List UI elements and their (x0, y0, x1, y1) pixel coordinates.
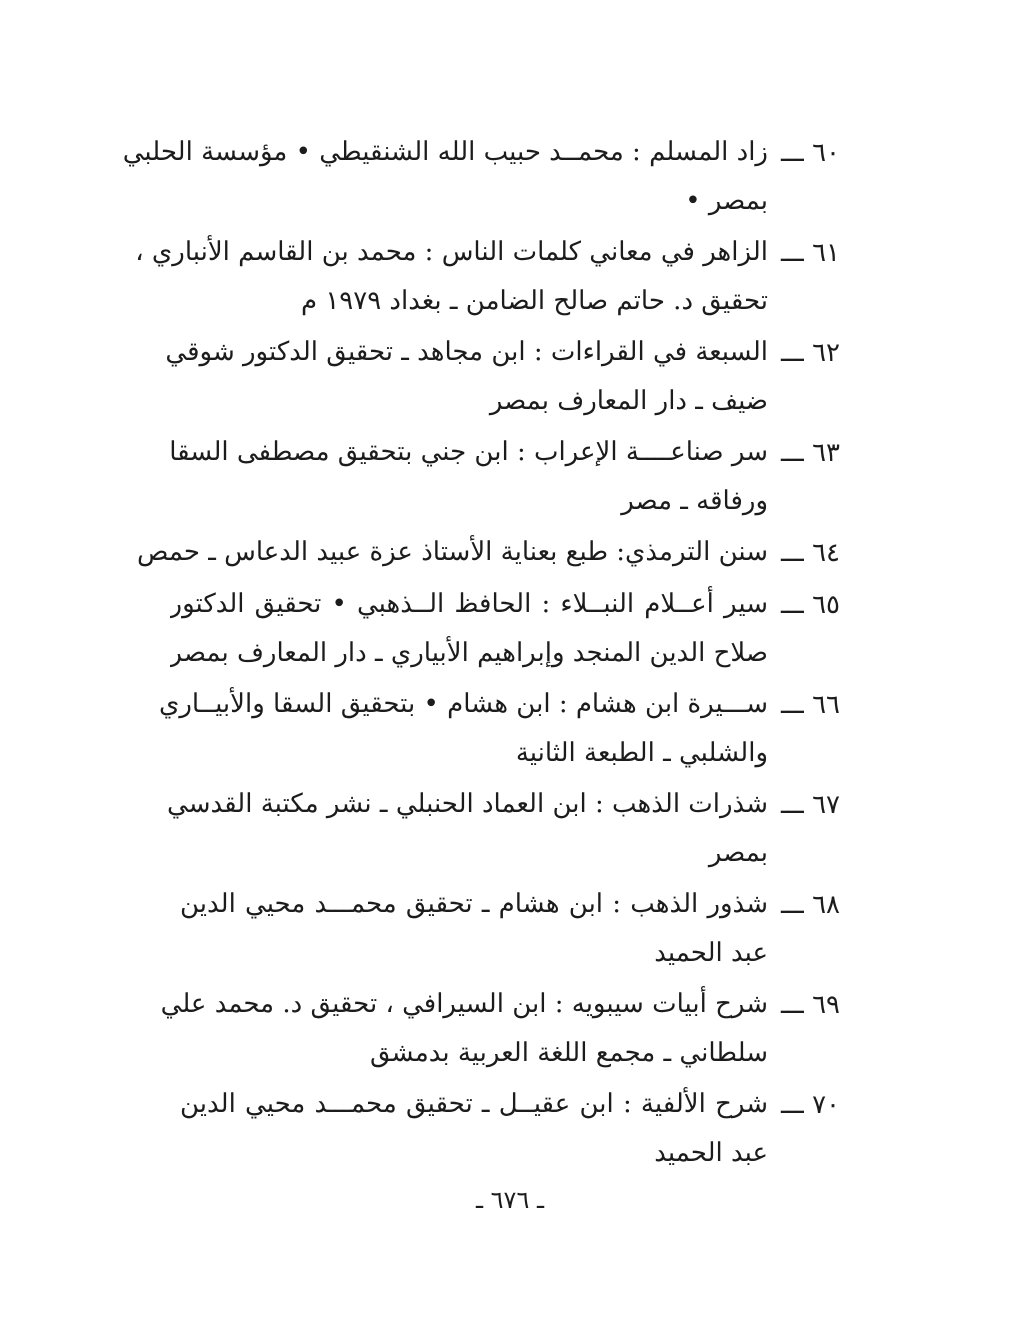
bibliography-entry (169, 428, 840, 526)
entry-number: ٦٦ ـــ (780, 690, 840, 720)
entry-text (170, 580, 768, 678)
entry-number: ٦٣ ـــ (780, 438, 840, 468)
page-number: ـ ٦٧٦ ـ (475, 1186, 544, 1214)
bibliography-entry (180, 880, 840, 978)
entry-line: صلاح الدين المنجد وإبراهيم الأبياري ـ دار المعارف بمصر (169, 638, 768, 668)
entry-line: شذور الذهب : ابن هشام ـ تحقيق محمـــد محيي الدين (180, 889, 768, 919)
entry-text (180, 1080, 768, 1178)
entry-line: والشلبي ـ الطبعة الثانية (515, 738, 768, 768)
entry-line: ورفاقه ـ مصر (621, 486, 768, 516)
entry-text (169, 428, 768, 526)
entry-line: ضيف ـ دار المعارف بمصر (489, 386, 768, 416)
entry-text (137, 528, 768, 578)
entry-line: سنن الترمذي: طبع بعناية الأستاذ عزة عبيد الدعاس ـ حمص (137, 537, 768, 567)
entry-number: ٦٠ ـــ (780, 138, 840, 168)
entry-number: ٦٢ ـــ (780, 338, 840, 368)
entry-line: عبد الحميد (654, 1138, 768, 1168)
entry-line: بمصر • (685, 186, 768, 216)
bibliography-entry (167, 780, 840, 878)
entry-line: سر صناعــــة الإعراب : ابن جني بتحقيق مصطفى السقا (169, 437, 768, 467)
entry-line: شرح الألفية : ابن عقيــل ـ تحقيق محمـــد محيي الدين (180, 1089, 768, 1119)
entry-line: سلطاني ـ مجمع اللغة العربية بدمشق (369, 1038, 768, 1068)
entry-number: ٦٥ ـــ (780, 590, 840, 620)
entry-line: سير أعــلام النبــلاء : الحافظ الــذهبي • تحقيق الدكتور (169, 589, 768, 619)
bibliography-entry (135, 228, 840, 326)
bibliography-list (122, 128, 840, 1180)
entry-line: الزاهر في معاني كلمات الناس : محمد بن القاسم الأنباري ، (135, 237, 768, 267)
entry-text (180, 880, 768, 978)
entry-number: ٦٤ ـــ (780, 538, 840, 568)
entry-line: شذرات الذهب : ابن العماد الحنبلي ـ نشر مكتبة القدسي (167, 789, 768, 819)
entry-text (167, 780, 768, 878)
entry-line: بمصر (708, 838, 768, 868)
entry-text (123, 128, 768, 226)
entry-text (165, 328, 768, 426)
bibliography-entry (160, 980, 840, 1078)
bibliography-entry (169, 580, 840, 678)
entry-number: ٦٩ ـــ (780, 990, 840, 1020)
entry-text (161, 980, 768, 1078)
entry-line: ســـيرة ابن هشام : ابن هشام • بتحقيق السقا والأبيــاري (159, 689, 768, 719)
entry-line: عبد الحميد (654, 938, 768, 968)
bibliography-entry (159, 680, 840, 778)
entry-number: ٧٠ ـــ (780, 1090, 840, 1120)
bibliography-entry (180, 1080, 840, 1178)
entry-text (135, 228, 768, 326)
entry-line: تحقيق د. حاتم صالح الضامن ـ بغداد ١٩٧٩ م (300, 286, 768, 316)
entry-number: ٦٧ ـــ (780, 790, 840, 820)
entry-text (159, 680, 768, 778)
entry-number: ٦١ ـــ (780, 238, 840, 268)
bibliography-entry (122, 128, 840, 226)
bibliography-entry (137, 528, 840, 578)
entry-line: زاد المسلم : محمــد حبيب الله الشنقيطي • مؤسسة الحلبي (122, 137, 768, 167)
entry-number: ٦٨ ـــ (780, 890, 840, 920)
entry-line: شرح أبيات سيبويه : ابن السيرافي ، تحقيق د. محمد علي (160, 989, 768, 1019)
bibliography-entry (165, 328, 840, 426)
entry-line: السبعة في القراءات : ابن مجاهد ـ تحقيق الدكتور شوقي (165, 337, 768, 367)
